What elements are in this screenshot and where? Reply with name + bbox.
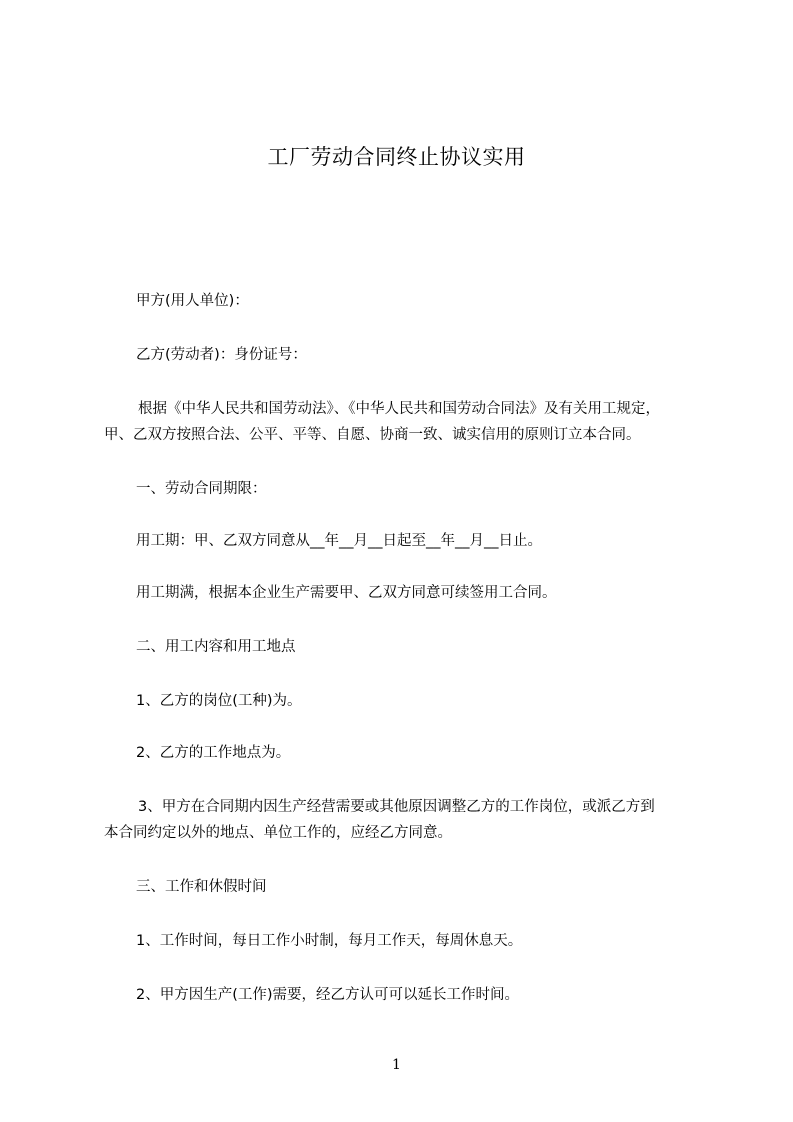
section-2-item-2: 2、乙方的工作地点为。 xyxy=(136,745,291,761)
section-2-item-3-line-2: 本合同约定以外的地点、单位工作的，应经乙方同意。 xyxy=(104,825,452,841)
section-3-heading: 三、工作和休假时间 xyxy=(136,879,267,895)
section-3-item-1: 1、工作时间，每日工作小时制，每月工作天，每周休息天。 xyxy=(136,933,523,949)
section-2-item-1: 1、乙方的岗位(工种)为。 xyxy=(136,693,302,709)
section-1-heading: 一、劳动合同期限： xyxy=(136,481,267,497)
section-2-heading: 二、用工内容和用工地点 xyxy=(136,639,296,655)
section-2-item-3-line-1: 3、甲方在合同期内因生产经营需要或其他原因调整乙方的工作岗位，或派乙方到 xyxy=(138,799,655,815)
section-1-term: 用工期：甲、乙双方同意从__年__月__日起至__年__月__日止。 xyxy=(136,533,542,549)
document-title: 工厂劳动合同终止协议实用 xyxy=(267,145,526,169)
preamble-line-2: 甲、乙双方按照合法、公平、平等、自愿、协商一致、诚实信用的原则订立本合同。 xyxy=(104,427,641,443)
party-a-line: 甲方(用人单位)： xyxy=(136,293,249,309)
section-3-item-2: 2、甲方因生产(工作)需要，经乙方认可可以延长工作时间。 xyxy=(136,987,520,1003)
party-b-line: 乙方(劳动者)：身份证号： xyxy=(136,347,307,363)
preamble-line-1: 根据《中华人民共和国劳动法》、《中华人民共和国劳动合同法》及有关用工规定， xyxy=(138,401,660,417)
section-1-renewal: 用工期满，根据本企业生产需要甲、乙双方同意可续签用工合同。 xyxy=(136,585,557,601)
page-number: 1 xyxy=(392,1057,401,1073)
section-2-item-3 xyxy=(104,794,704,846)
preamble-paragraph xyxy=(104,396,704,448)
